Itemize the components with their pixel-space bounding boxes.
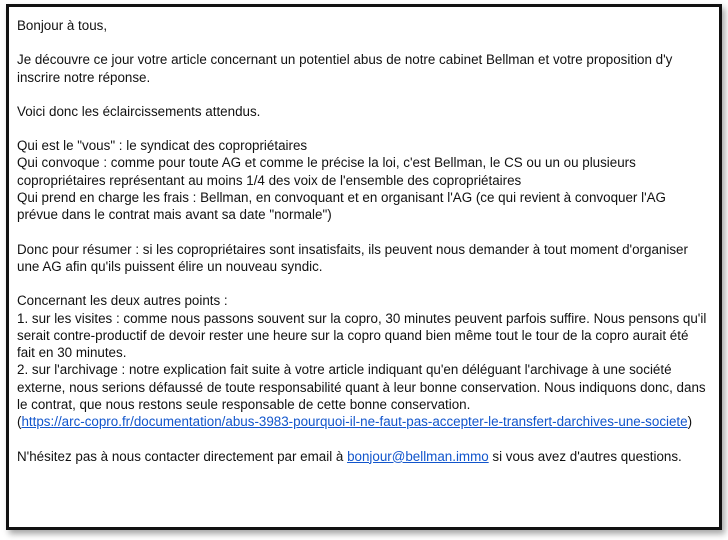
email-screenshot-frame [6, 4, 722, 530]
email-body [17, 17, 707, 465]
contact-text-before: N'hésitez pas à nous contacter directement par email à [17, 448, 348, 464]
link-open-paren: ( [17, 414, 22, 430]
article-link-line [17, 413, 707, 430]
contact-paragraph [17, 448, 707, 465]
link-close-paren: ) [687, 414, 693, 430]
who-pays-line: Qui prend en charge les frais : Bellman, en convoquant et en organisant l'AG (ce qui revient à convoquer l'AG prévue dans le contrat mais avant sa date "normale") [17, 190, 666, 223]
clarifications-line: Voici donc les éclaircissements attendus. [17, 103, 261, 119]
article-link[interactable]: https://arc-copro.fr/documentation/abus-3983-pourquoi-il-ne-faut-pas-accepter-le-transfert-darchives-une-societe [21, 414, 688, 430]
who-is-you-line: Qui est le "vous" : le syndicat des copropriétaires [17, 138, 308, 154]
summary-paragraph: Donc pour résumer : si les copropriétaires sont insatisfaits, ils peuvent nous demander à tout moment d'organiser une AG afin qu'ils puissent élire un nouveau syndic. [17, 241, 688, 274]
contact-text-after: si vous avez d'autres questions. [488, 448, 682, 464]
point-archiving: 2. sur l'archivage : notre explication fait suite à votre article indiquant qu'en déléguant l'archivage à une société externe, nous serions défaussé de toute responsabilité quant à leur bonne conservation. Nous indiquons donc, dans le contrat, que nous restons seule responsable de cette bonne conservation. [17, 362, 706, 413]
other-points-intro: Concernant les deux autres points : [17, 293, 228, 309]
point-visits: 1. sur les visites : comme nous passons souvent sur la copro, 30 minutes peuvent parfois suffire. Nous pensons qu'il serait contre-productif de devoir rester une heure sur la copro quand bien même tout le tour de la copro aurait été fait en 30 minutes. [17, 310, 707, 361]
who-convenes-line: Qui convoque : comme pour toute AG et comme le précise la loi, c'est Bellman, le CS ou un ou plusieurs copropriétaires représentant au moins 1/4 des voix de l'ensemble des copropriétaires [17, 155, 636, 188]
contact-email-link[interactable]: bonjour@bellman.immo [347, 448, 489, 464]
intro-paragraph: Je découvre ce jour votre article concernant un potentiel abus de notre cabinet Bellman et votre proposition d'y inscrire notre réponse. [17, 52, 673, 85]
greeting: Bonjour à tous, [17, 18, 108, 33]
